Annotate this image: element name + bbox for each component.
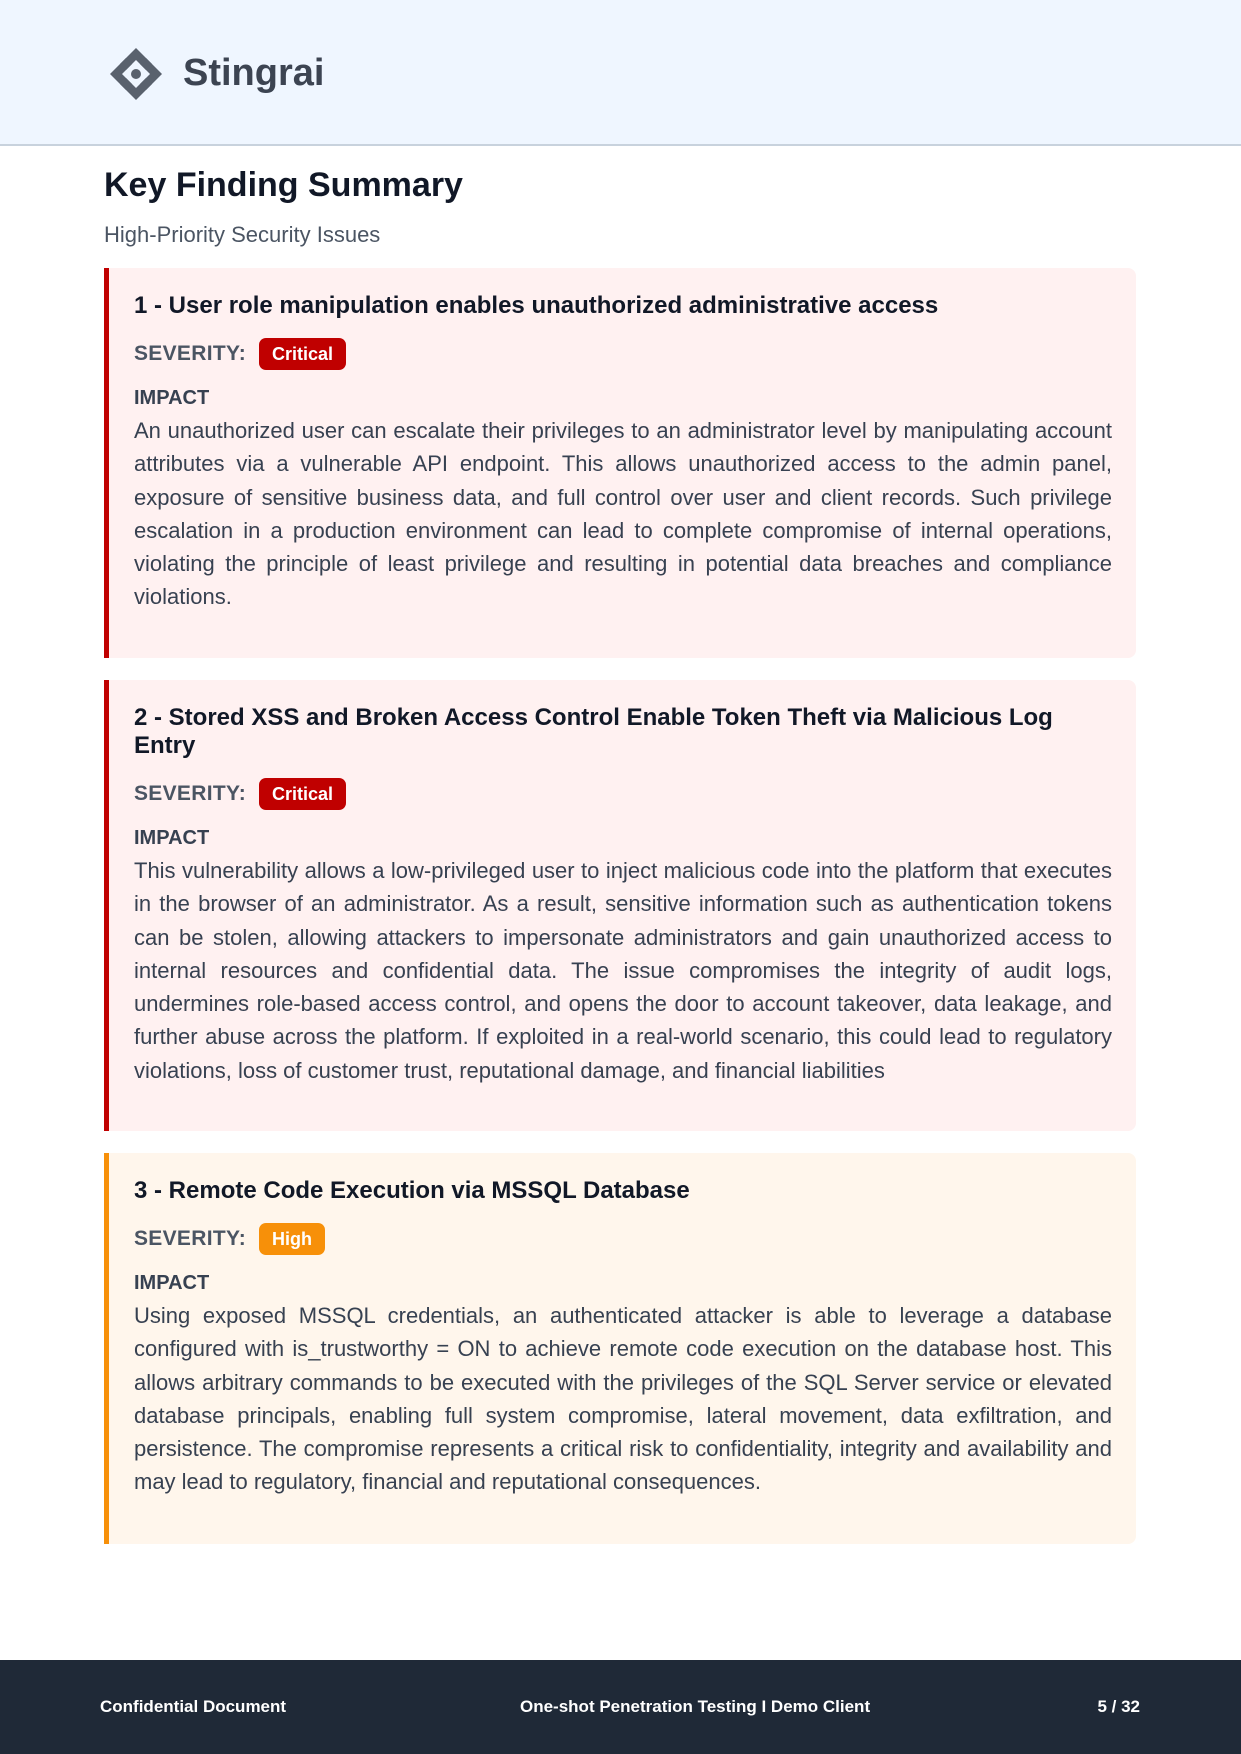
severity-label: SEVERITY: xyxy=(134,1227,246,1250)
footer-page-number: 5 / 32 xyxy=(1097,1697,1140,1716)
footer-confidential: Confidential Document xyxy=(100,1697,287,1716)
impact-label: IMPACT xyxy=(134,387,210,409)
finding-card-3 xyxy=(104,1153,1136,1544)
impact-text: An unauthorized user can escalate their privileges to an administrator level by manipulating account attributes via a vulnerable API endpoint. This allows unauthorized access to the admin panel, exposure of sensitive business data, and full control over user and client records. Such privilege escalation in a production environment can lead to complete compromise of internal operations, violating the principle of least privilege and resulting in potential data breaches and compliance violations. xyxy=(134,418,1112,610)
page-title: Key Finding Summary xyxy=(104,166,463,204)
severity-row xyxy=(134,338,1112,370)
page-header xyxy=(0,0,1241,146)
finding-title: 3 - Remote Code Execution via MSSQL Database xyxy=(134,1177,690,1204)
page-subtitle: High-Priority Security Issues xyxy=(104,222,381,247)
impact-label: IMPACT xyxy=(134,1272,210,1294)
impact-text: This vulnerability allows a low-privileged user to inject malicious code into the platform that executes in the browser of an administrator. As a result, sensitive information such as authentication tokens can be stolen, allowing attackers to impersonate administrators and gain unauthorized access to internal resources and confidential data. The issue compromises the integrity of audit logs, undermines role-based access control, and opens the door to account takeover, data leakage, and further abuse across the platform. If exploited in a real-world scenario, this could lead to regulatory violations, loss of customer trust, reputational damage, and financial liabilities xyxy=(134,858,1112,1083)
impact-label: IMPACT xyxy=(134,827,210,849)
severity-label: SEVERITY: xyxy=(134,782,246,805)
finding-card-1 xyxy=(104,268,1136,658)
page-footer xyxy=(0,1660,1241,1754)
severity-badge: Critical xyxy=(259,778,346,810)
severity-badge: High xyxy=(259,1223,325,1255)
impact-text: Using exposed MSSQL credentials, an authenticated attacker is able to leverage a database configured with is_trustworthy = ON to achieve remote code execution on the database host. This allows arbitrary commands to be executed with the privileges of the SQL Server service or elevated database principals, enabling full system compromise, lateral movement, data exfiltration, and persistence. The compromise represents a critical risk to confidentiality, integrity and availability and may lead to regulatory, financial and reputational consequences. xyxy=(134,1303,1112,1495)
severity-row xyxy=(134,1223,1112,1255)
finding-card-2 xyxy=(104,680,1136,1131)
brand-name: Stingrai xyxy=(183,52,325,94)
severity-badge: Critical xyxy=(259,338,346,370)
severity-label: SEVERITY: xyxy=(134,342,246,365)
severity-row xyxy=(134,778,1112,810)
footer-document-title: One-shot Penetration Testing I Demo Client xyxy=(520,1697,871,1716)
finding-title: 1 - User role manipulation enables unauthorized administrative access xyxy=(134,292,939,319)
finding-title: 2 - Stored XSS and Broken Access Control Enable Token Theft via Malicious Log Entry xyxy=(134,704,1053,759)
stingrai-logo-icon xyxy=(106,44,166,104)
